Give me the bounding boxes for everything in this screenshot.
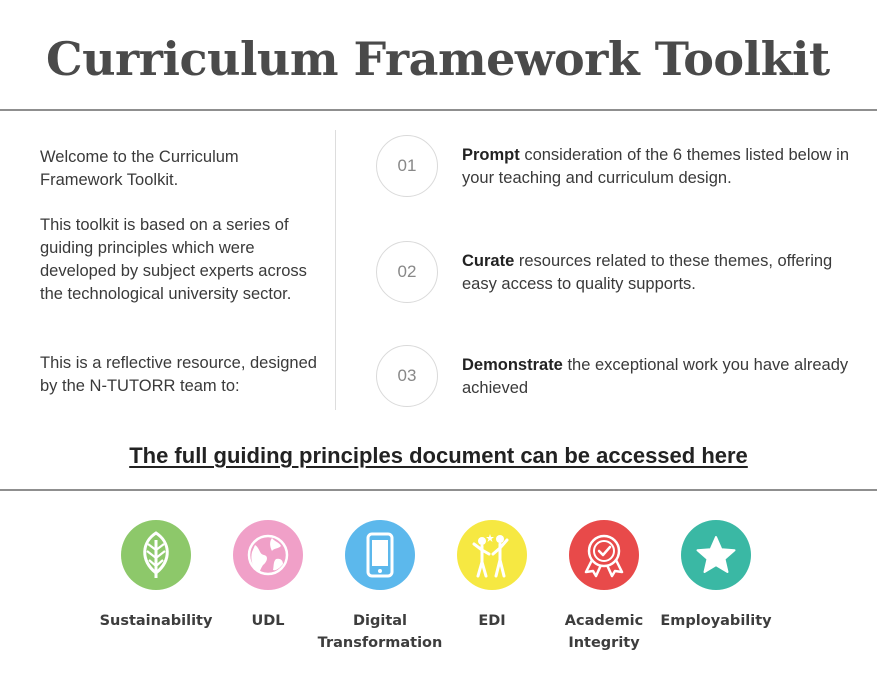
theme-label: Digital Transformation bbox=[317, 613, 443, 651]
step-number-badge: 01 bbox=[376, 135, 438, 197]
theme-sustainability[interactable] bbox=[91, 520, 221, 632]
intro-reflective-prefix: This is a reflective resource, designed by the bbox=[40, 354, 317, 395]
step-text: consideration of the 6 themes listed below in your teaching and curriculum design. bbox=[462, 146, 850, 187]
intro-team-name: N-TUTORR bbox=[89, 377, 176, 395]
guiding-principles-link[interactable]: The full guiding principles document can be accessed here bbox=[129, 443, 748, 468]
intro-reflective-suffix: team to: bbox=[175, 377, 240, 395]
step-keyword: Prompt bbox=[462, 146, 520, 164]
theme-digital-transformation[interactable] bbox=[315, 520, 445, 654]
theme-edi[interactable] bbox=[427, 520, 557, 632]
theme-label: Employability bbox=[660, 613, 772, 629]
theme-label: EDI bbox=[478, 613, 506, 629]
page-title: Curriculum Framework Toolkit bbox=[46, 32, 830, 86]
step-number-badge: 02 bbox=[376, 241, 438, 303]
leaf-icon bbox=[121, 520, 191, 590]
intro-reflective bbox=[40, 352, 325, 398]
step-text: the exceptional work you have already achieved bbox=[462, 356, 849, 397]
theme-label: Sustainability bbox=[99, 613, 213, 629]
header-divider bbox=[0, 109, 877, 111]
theme-label: UDL bbox=[251, 613, 285, 629]
step-number-badge: 03 bbox=[376, 345, 438, 407]
intro-basis: This toolkit is based on a series of guiding principles which were developed by subject experts across the technological university sector. bbox=[40, 216, 307, 303]
section-divider bbox=[0, 489, 877, 491]
award-ribbon-icon bbox=[569, 520, 639, 590]
star-icon bbox=[681, 520, 751, 590]
step-keyword: Curate bbox=[462, 252, 515, 270]
globe-icon bbox=[233, 520, 303, 590]
step-description bbox=[462, 144, 857, 190]
step-text: resources related to these themes, offering easy access to quality supports. bbox=[462, 252, 833, 293]
theme-academic-integrity[interactable] bbox=[539, 520, 669, 654]
theme-udl[interactable] bbox=[203, 520, 333, 632]
step-description bbox=[462, 354, 857, 400]
theme-employability[interactable] bbox=[651, 520, 781, 632]
smartphone-icon bbox=[345, 520, 415, 590]
people-icon bbox=[457, 520, 527, 590]
theme-label: Academic Integrity bbox=[564, 613, 644, 651]
step-description bbox=[462, 250, 857, 296]
column-divider bbox=[335, 130, 336, 410]
intro-welcome: Welcome to the Curriculum Framework Toolkit. bbox=[40, 148, 239, 189]
step-keyword: Demonstrate bbox=[462, 356, 563, 374]
